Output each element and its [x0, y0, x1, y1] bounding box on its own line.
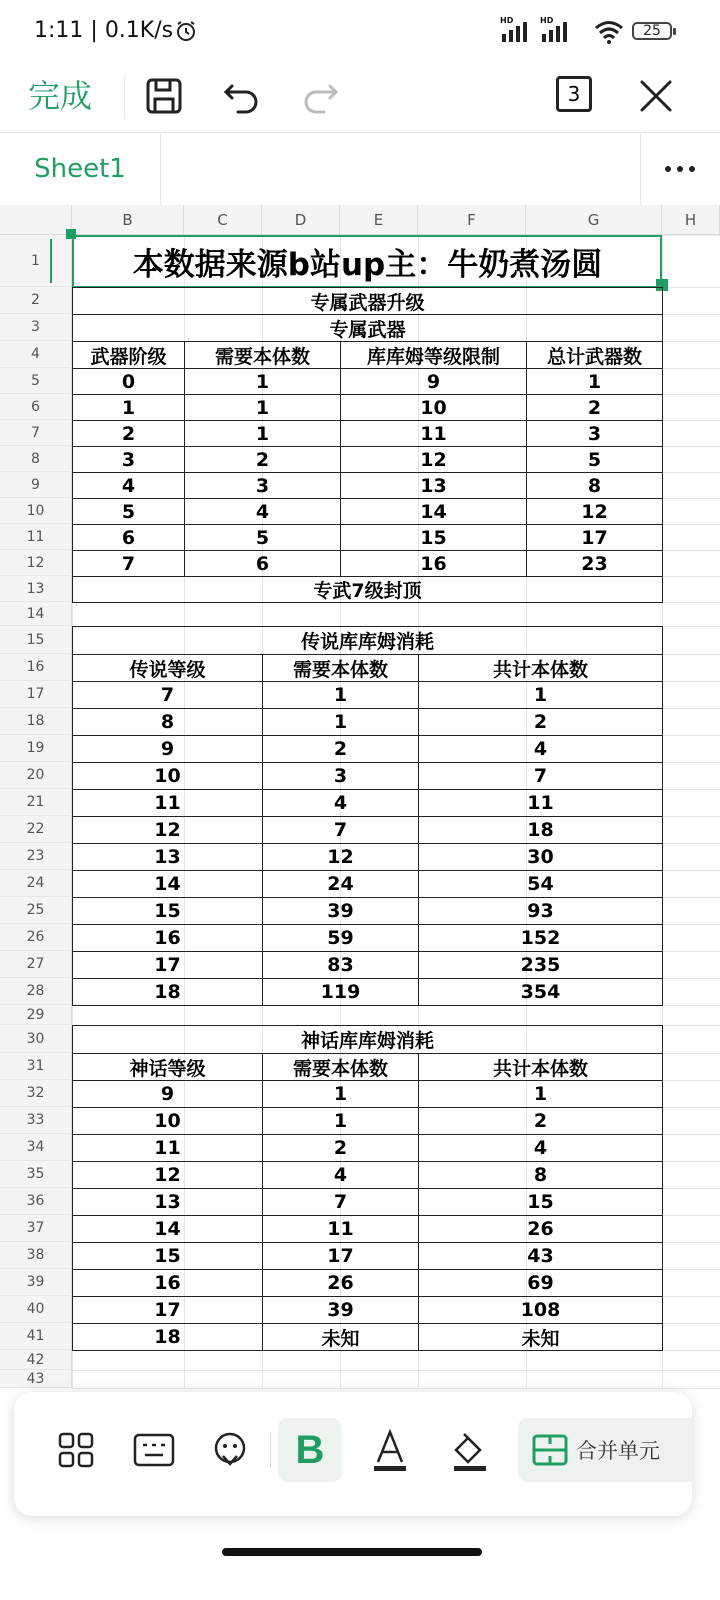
row-header[interactable]: 9	[0, 472, 72, 498]
table-cell[interactable]: 7	[262, 816, 419, 844]
table-cell[interactable]: 39	[262, 1296, 419, 1324]
table-cell[interactable]: 需要本体数	[262, 1053, 419, 1081]
status-bar	[0, 0, 720, 64]
table-cell[interactable]: 8	[72, 708, 263, 736]
table-cell[interactable]: 未知	[418, 1323, 663, 1351]
table-cell[interactable]: 专武7级封顶	[72, 576, 663, 603]
row-header[interactable]: 22	[0, 816, 72, 843]
table-cell[interactable]: 26	[418, 1215, 663, 1243]
table-cell[interactable]: 17	[262, 1242, 419, 1270]
table-cell[interactable]: 神话等级	[72, 1053, 263, 1081]
table-cell[interactable]: 17	[526, 524, 663, 551]
cell-cursor	[50, 239, 52, 283]
table-cell[interactable]: 传说库库姆消耗	[72, 626, 663, 655]
table-cell[interactable]: 11	[72, 789, 263, 817]
table-cell[interactable]: 5	[72, 498, 185, 525]
table-cell[interactable]: 共计本体数	[418, 1053, 663, 1081]
table-cell[interactable]: 2	[418, 708, 663, 736]
table-cell[interactable]: 1	[184, 420, 341, 447]
row-header[interactable]: 25	[0, 897, 72, 924]
table-cell[interactable]: 15	[72, 1242, 263, 1270]
battery-icon: 25	[632, 22, 672, 40]
table-cell[interactable]: 1	[262, 708, 419, 736]
row-header[interactable]: 39	[0, 1269, 72, 1296]
selection-outline	[72, 235, 662, 288]
table-cell[interactable]: 4	[262, 789, 419, 817]
table-cell[interactable]: 6	[72, 524, 185, 551]
row-header[interactable]: 31	[0, 1053, 72, 1080]
bold-icon[interactable]: B	[278, 1418, 342, 1482]
tab-sheet1[interactable]: Sheet1	[0, 133, 161, 205]
merge-cells-button[interactable]	[518, 1418, 692, 1482]
row-header[interactable]: 40	[0, 1296, 72, 1323]
row-header[interactable]: 7	[0, 420, 72, 446]
table-cell[interactable]: 12	[72, 816, 263, 844]
row-header[interactable]: 10	[0, 498, 72, 524]
row-header[interactable]: 17	[0, 681, 72, 708]
row-header[interactable]: 38	[0, 1242, 72, 1269]
keyboard-icon[interactable]	[122, 1418, 186, 1482]
table-cell[interactable]: 专属武器升级	[72, 287, 663, 315]
table-cell[interactable]: 1	[184, 394, 341, 421]
table-cell[interactable]: 5	[184, 524, 341, 551]
table-cell[interactable]: 1	[184, 368, 341, 395]
table-cell[interactable]: 1	[262, 681, 419, 709]
gridline-horizontal	[72, 1388, 720, 1389]
row-header[interactable]: 33	[0, 1107, 72, 1134]
signal-icon-2	[542, 20, 572, 42]
toolbar-divider	[270, 1432, 271, 1468]
row-header[interactable]: 11	[0, 524, 72, 550]
row-header[interactable]: 14	[0, 602, 72, 626]
row-header[interactable]: 35	[0, 1161, 72, 1188]
close-icon[interactable]	[632, 72, 680, 120]
row-header[interactable]: 37	[0, 1215, 72, 1242]
table-cell[interactable]: 5	[526, 446, 663, 473]
row-header[interactable]: 43	[0, 1370, 72, 1388]
row-header[interactable]: 1	[0, 235, 72, 287]
table-cell[interactable]: 共计本体数	[418, 654, 663, 682]
gridline-horizontal	[72, 1370, 720, 1371]
done-button[interactable]: 完成	[28, 77, 93, 115]
row-header[interactable]: 36	[0, 1188, 72, 1215]
column-header[interactable]: B	[72, 205, 184, 235]
table-cell[interactable]: 24	[262, 870, 419, 898]
column-header[interactable]: C	[184, 205, 262, 235]
table-cell[interactable]: 11	[262, 1215, 419, 1243]
table-cell[interactable]: 13	[340, 472, 527, 499]
table-cell[interactable]: 7	[72, 681, 263, 709]
table-cell[interactable]: 本数据来源b站up主：牛奶煮汤圆	[132, 247, 603, 283]
table-cell[interactable]: 4	[184, 498, 341, 525]
table-cell[interactable]: 10	[72, 762, 263, 790]
tab-bar-divider	[640, 133, 641, 205]
table-cell[interactable]: 9	[72, 735, 263, 763]
table-cell[interactable]: 3	[526, 420, 663, 447]
sticker-icon[interactable]	[198, 1418, 262, 1482]
table-cell[interactable]: 9	[72, 1080, 263, 1108]
table-cell[interactable]: 15	[340, 524, 527, 551]
table-cell[interactable]: 神话库库姆消耗	[72, 1025, 663, 1054]
table-cell[interactable]: 2	[526, 394, 663, 421]
row-header[interactable]: 16	[0, 654, 72, 681]
spreadsheet-grid[interactable]	[0, 205, 720, 1405]
table-cell[interactable]: 16	[72, 924, 263, 952]
row-header[interactable]: 30	[0, 1025, 72, 1053]
toolbar-divider	[124, 76, 125, 118]
row-header[interactable]: 28	[0, 978, 72, 1005]
select-all-corner[interactable]	[0, 205, 72, 235]
table-cell[interactable]: 18	[72, 1323, 263, 1351]
table-cell[interactable]: 17	[72, 1296, 263, 1324]
apps-icon[interactable]	[44, 1418, 108, 1482]
table-cell[interactable]: 3	[262, 762, 419, 790]
table-cell[interactable]: 0	[72, 368, 185, 395]
row-header[interactable]: 5	[0, 368, 72, 394]
table-cell[interactable]: 12	[526, 498, 663, 525]
table-cell[interactable]: 10	[340, 394, 527, 421]
table-cell[interactable]: 7	[418, 762, 663, 790]
table-cell[interactable]: 12	[340, 446, 527, 473]
table-cell[interactable]: 69	[418, 1269, 663, 1297]
editor-toolbar	[0, 64, 720, 132]
row-header[interactable]: 41	[0, 1323, 72, 1350]
alarm-icon	[174, 19, 198, 43]
table-cell[interactable]: 需要本体数	[184, 341, 341, 369]
table-cell[interactable]: 4	[418, 735, 663, 763]
table-cell[interactable]: 14	[340, 498, 527, 525]
merge-cells-icon	[532, 1434, 568, 1466]
table-cell[interactable]: 13	[72, 843, 263, 871]
table-cell[interactable]: 8	[418, 1161, 663, 1189]
table-cell[interactable]: 传说等级	[72, 654, 263, 682]
table-cell[interactable]: 1	[72, 394, 185, 421]
tab-count-button[interactable]: 3	[556, 76, 592, 112]
table-cell[interactable]: 9	[340, 368, 527, 395]
table-cell[interactable]: 30	[418, 843, 663, 871]
table-cell[interactable]: 专属武器	[72, 314, 663, 342]
table-cell[interactable]: 总计武器数	[526, 341, 663, 369]
table-cell[interactable]: 4	[418, 1134, 663, 1162]
table-cell[interactable]: 14	[72, 1215, 263, 1243]
format-toolbar	[14, 1392, 692, 1516]
table-cell[interactable]: 11	[72, 1134, 263, 1162]
row-header[interactable]: 27	[0, 951, 72, 978]
table-cell[interactable]: 1	[262, 1107, 419, 1135]
table-cell[interactable]: 14	[72, 870, 263, 898]
table-cell[interactable]: 43	[418, 1242, 663, 1270]
table-cell[interactable]: 354	[418, 978, 663, 1006]
signal-icon	[502, 20, 532, 42]
table-cell[interactable]: 119	[262, 978, 419, 1006]
table-cell[interactable]: 1	[526, 368, 663, 395]
row-header[interactable]: 8	[0, 446, 72, 472]
table-cell[interactable]: 83	[262, 951, 419, 979]
table-cell[interactable]: 16	[72, 1269, 263, 1297]
table-cell[interactable]: 2	[72, 420, 185, 447]
row-header[interactable]: 19	[0, 735, 72, 762]
row-header[interactable]: 4	[0, 341, 72, 368]
save-icon[interactable]	[140, 72, 188, 120]
row-header[interactable]: 23	[0, 843, 72, 870]
column-header[interactable]: E	[340, 205, 418, 235]
redo-icon[interactable]	[296, 72, 344, 120]
table-cell[interactable]: 18	[418, 816, 663, 844]
row-header[interactable]: 26	[0, 924, 72, 951]
fill-color-icon[interactable]	[438, 1418, 502, 1482]
column-header[interactable]: H	[662, 205, 720, 235]
row-header[interactable]: 15	[0, 626, 72, 654]
table-cell[interactable]: 59	[262, 924, 419, 952]
selection-handle-top[interactable]	[66, 229, 76, 239]
column-header[interactable]: G	[526, 205, 662, 235]
table-cell[interactable]: 12	[72, 1161, 263, 1189]
table-cell[interactable]: 39	[262, 897, 419, 925]
table-cell[interactable]: 23	[526, 550, 663, 577]
row-header[interactable]: 18	[0, 708, 72, 735]
table-cell[interactable]: 2	[418, 1107, 663, 1135]
table-cell[interactable]: 18	[72, 978, 263, 1006]
table-cell[interactable]: 7	[262, 1188, 419, 1216]
hd-label-2: HD	[540, 16, 554, 25]
table-cell[interactable]: 10	[72, 1107, 263, 1135]
table-cell[interactable]: 1	[262, 1080, 419, 1108]
row-header[interactable]: 6	[0, 394, 72, 420]
sheet-tab-bar	[0, 132, 720, 206]
row-header[interactable]: 29	[0, 1005, 72, 1025]
table-cell[interactable]: 11	[418, 789, 663, 817]
table-cell[interactable]: 54	[418, 870, 663, 898]
table-cell[interactable]: 4	[262, 1161, 419, 1189]
row-header[interactable]: 32	[0, 1080, 72, 1107]
table-cell[interactable]: 17	[72, 951, 263, 979]
table-cell[interactable]: 12	[262, 843, 419, 871]
home-indicator[interactable]	[222, 1548, 482, 1556]
row-header[interactable]: 2	[0, 287, 72, 314]
table-cell[interactable]: 2	[262, 1134, 419, 1162]
table-cell[interactable]: 3	[72, 446, 185, 473]
status-time: 1:11 | 0.1K/s	[34, 18, 174, 43]
table-cell[interactable]: 4	[72, 472, 185, 499]
table-cell[interactable]: 15	[72, 897, 263, 925]
more-icon[interactable]	[660, 155, 700, 183]
table-cell[interactable]: 15	[418, 1188, 663, 1216]
table-cell[interactable]: 2	[184, 446, 341, 473]
column-header[interactable]: D	[262, 205, 340, 235]
table-cell[interactable]: 93	[418, 897, 663, 925]
column-header[interactable]: F	[418, 205, 526, 235]
table-cell[interactable]: 108	[418, 1296, 663, 1324]
undo-icon[interactable]	[218, 72, 266, 120]
table-cell[interactable]: 7	[72, 550, 185, 577]
row-header[interactable]: 34	[0, 1134, 72, 1161]
table-cell[interactable]: 未知	[262, 1323, 419, 1351]
hd-label-1: HD	[500, 16, 514, 25]
table-cell[interactable]: 1	[418, 681, 663, 709]
table-cell[interactable]: 需要本体数	[262, 654, 419, 682]
font-color-icon[interactable]	[358, 1418, 422, 1482]
table-cell[interactable]: 26	[262, 1269, 419, 1297]
table-cell[interactable]: 11	[340, 420, 527, 447]
table-cell[interactable]: 16	[340, 550, 527, 577]
row-header[interactable]: 3	[0, 314, 72, 341]
table-cell[interactable]: 6	[184, 550, 341, 577]
row-header[interactable]: 21	[0, 789, 72, 816]
table-cell[interactable]: 235	[418, 951, 663, 979]
table-cell[interactable]: 库库姆等级限制	[340, 341, 527, 369]
table-cell[interactable]: 1	[418, 1080, 663, 1108]
row-header[interactable]: 12	[0, 550, 72, 576]
merge-cells-label: 合并单元	[576, 1439, 660, 1463]
row-header[interactable]: 24	[0, 870, 72, 897]
table-cell[interactable]: 13	[72, 1188, 263, 1216]
table-cell[interactable]: 武器阶级	[72, 341, 185, 369]
table-cell[interactable]: 3	[184, 472, 341, 499]
table-cell[interactable]: 8	[526, 472, 663, 499]
wifi-icon	[594, 20, 624, 44]
row-header[interactable]: 42	[0, 1350, 72, 1370]
row-header[interactable]: 13	[0, 576, 72, 602]
row-header[interactable]: 20	[0, 762, 72, 789]
table-cell[interactable]: 2	[262, 735, 419, 763]
table-cell[interactable]: 152	[418, 924, 663, 952]
